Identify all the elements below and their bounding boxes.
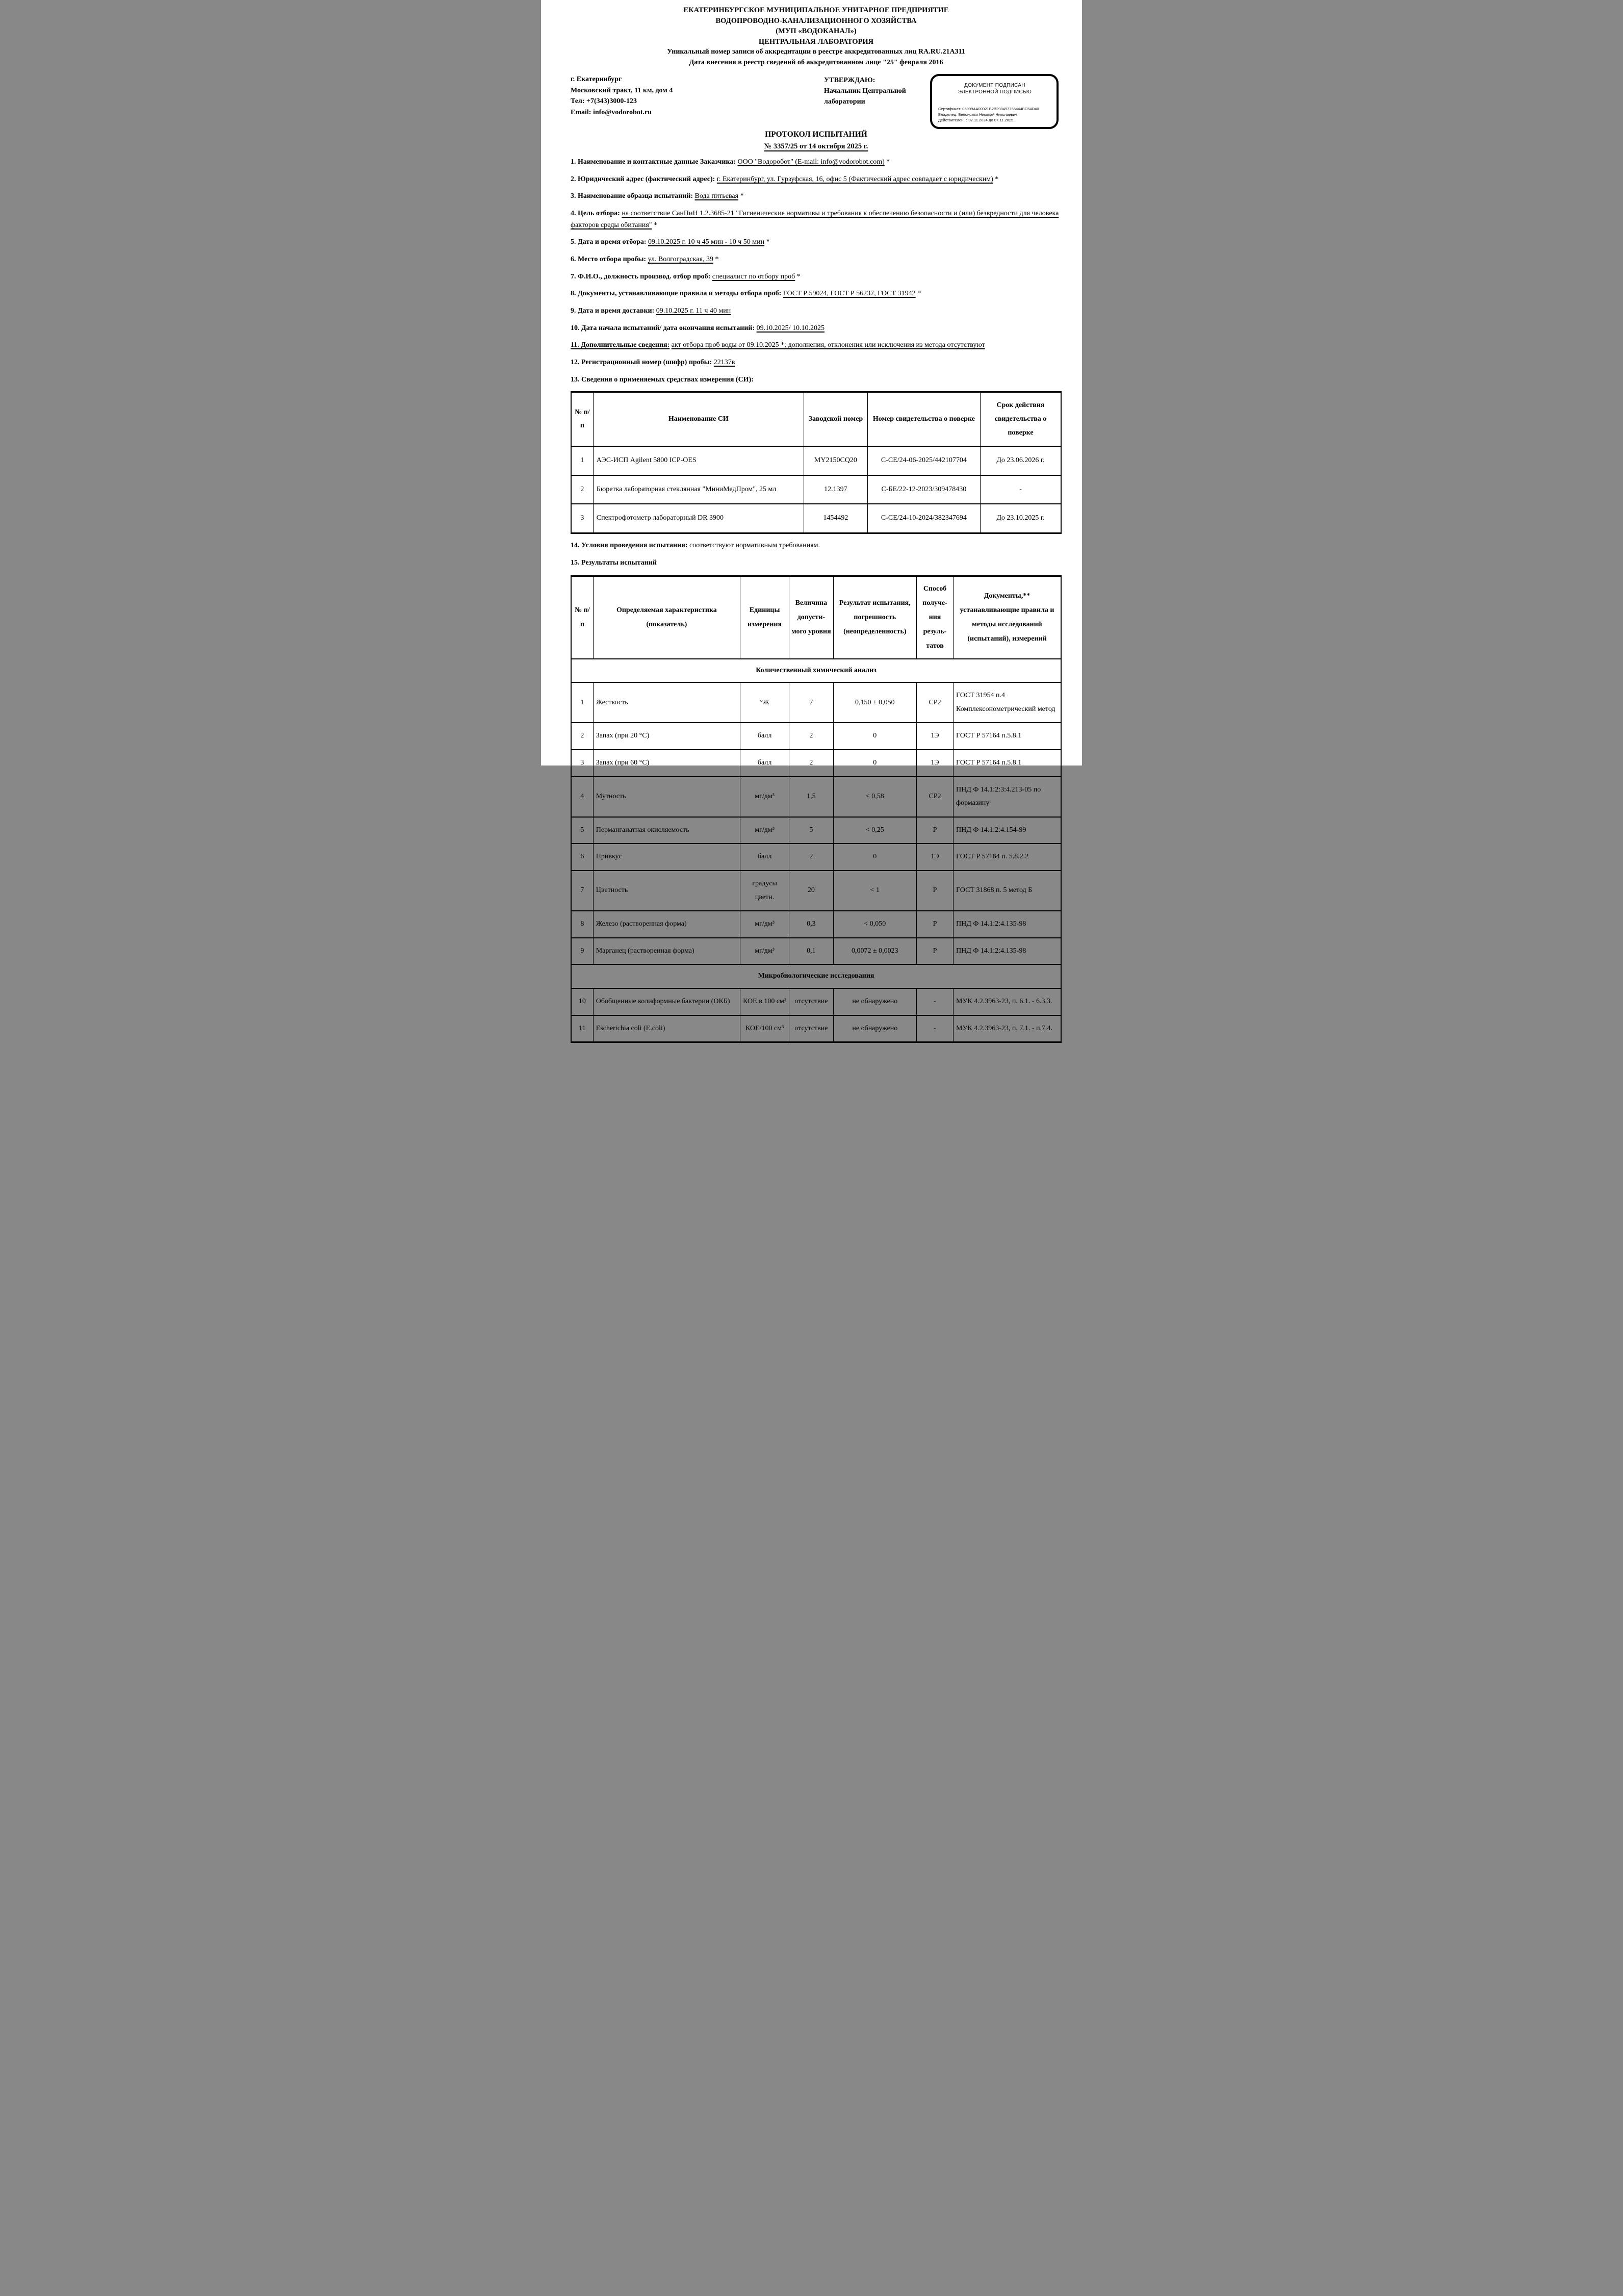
digital-signature-stamp — [930, 74, 1059, 129]
results-cell: не обнаружено — [833, 988, 916, 1015]
item-3-asterisk: * — [738, 192, 744, 200]
contact-address: Московский тракт, 11 км, дом 4 — [571, 86, 673, 94]
si-cell: До 23.10.2025 г. — [980, 504, 1061, 533]
item-15 — [571, 557, 1062, 569]
approval-line-3: лаборатории — [824, 97, 865, 106]
results-cell: Привкус — [593, 844, 740, 871]
accreditation-date-line: Дата внесения в реестр сведений об аккредитованном лице "25" февраля 2016 — [689, 58, 943, 66]
item-11-value: акт отбора проб воды от 09.10.2025 *; дополнения, отклонения или исключения из метода отсутствуют — [671, 341, 985, 349]
item-1-asterisk: * — [884, 158, 890, 166]
item-4-label: 4. Цель отбора: — [571, 209, 620, 217]
stamp-certificate: Сертификат: 05999AA00021B2B298497755444BC54D40 — [938, 106, 1039, 111]
si-table-row — [571, 446, 1061, 475]
si-table-row — [571, 504, 1061, 533]
item-8-asterisk: * — [915, 290, 921, 298]
results-table-row — [571, 938, 1061, 965]
protocol-number-line — [571, 142, 1062, 151]
results-cell: 2 — [789, 723, 833, 750]
item-14-value: соответствуют нормативным требованиям. — [689, 541, 820, 549]
results-cell: 7 — [571, 871, 593, 911]
si-cell: 12.1397 — [804, 475, 867, 504]
item-6-label: 6. Место отбора пробы: — [571, 255, 647, 263]
results-cell: мг/дм³ — [740, 911, 789, 938]
item-3-label: 3. Наименование образца испытаний: — [571, 192, 693, 200]
results-cell: < 0,25 — [833, 817, 916, 844]
org-name-line-2: ВОДОПРОВОДНО-КАНАЛИЗАЦИОННОГО ХОЗЯЙСТВА — [715, 16, 917, 25]
results-cell: 0,150 ± 0,050 — [833, 682, 916, 723]
stamp-owner: Владелец: Белоножко Николай Николаевич — [938, 112, 1017, 117]
item-5-asterisk: * — [764, 238, 770, 246]
item-12-label: 12. Регистрационный номер (шифр) пробы: — [571, 358, 712, 366]
results-cell: 0 — [833, 723, 916, 750]
si-cell: - — [980, 475, 1061, 504]
results-cell: Цветность — [593, 871, 740, 911]
item-6-value: ул. Волгоградская, 39 — [648, 255, 714, 263]
results-table-row — [571, 1015, 1061, 1042]
results-cell: 20 — [789, 871, 833, 911]
results-cell: КОЕ в 100 см³ — [740, 988, 789, 1015]
results-cell: 2 — [789, 750, 833, 777]
results-header-cell-2: Определяемая характеристика (показатель) — [593, 576, 740, 659]
results-cell: 8 — [571, 911, 593, 938]
item-1-value: ООО "Водоробот" (E-mail: info@vodorobot.com) — [737, 158, 885, 166]
item-4-asterisk: * — [652, 221, 657, 229]
si-header-cell-4: Номер свидетельства о поверке — [867, 392, 980, 446]
si-cell: До 23.06.2026 г. — [980, 446, 1061, 475]
results-cell: балл — [740, 723, 789, 750]
results-cell: ГОСТ Р 57164 п.5.8.1 — [954, 723, 1061, 750]
item-2-value: г. Екатеринбург, ул. Гурзуфская, 16, офис 5 (Фактический адрес совпадает с юридическим) — [716, 175, 993, 183]
si-cell: С-СЕ/24-10-2024/382347694 — [867, 504, 980, 533]
item-15-label: 15. Результаты испытаний — [571, 559, 657, 567]
item-11-label: 11. Дополнительные сведения: — [571, 341, 670, 349]
item-6 — [571, 254, 1062, 266]
item-12 — [571, 357, 1062, 369]
item-7 — [571, 271, 1062, 283]
results-cell: КОЕ/100 см³ — [740, 1015, 789, 1042]
results-cell: СР2 — [916, 682, 953, 723]
accreditation-number-line: Уникальный номер записи об аккредитации в реестре аккредитованных лиц RA.RU.21АЗ11 — [667, 48, 965, 56]
item-8 — [571, 288, 1062, 300]
info-row — [571, 74, 1062, 123]
results-header-cell-4: Величина допусти-мого уровня — [789, 576, 833, 659]
results-cell: - — [916, 1015, 953, 1042]
results-table-row — [571, 750, 1061, 777]
item-4 — [571, 208, 1062, 231]
item-3 — [571, 191, 1062, 202]
results-cell: 0 — [833, 844, 916, 871]
results-cell: балл — [740, 750, 789, 777]
results-cell: 5 — [571, 817, 593, 844]
results-cell: МУК 4.2.3963-23, п. 6.1. - 6.3.3. — [954, 988, 1061, 1015]
results-cell: < 0,58 — [833, 777, 916, 817]
results-table-row — [571, 988, 1061, 1015]
results-cell: не обнаружено — [833, 1015, 916, 1042]
results-cell: 0,3 — [789, 911, 833, 938]
item-14-label: 14. Условия проведения испытания: — [571, 541, 688, 549]
item-4-value: на соответствие СанПиН 1.2.3685-21 "Гигиенические нормативы и требования к обеспечению безопасности и (или) безвредности для человека факторов среды обитания" — [571, 209, 1059, 229]
item-7-asterisk: * — [795, 272, 801, 280]
results-section-title: Количественный химический анализ — [571, 659, 1061, 683]
si-cell: 1454492 — [804, 504, 867, 533]
results-cell: МУК 4.2.3963-23, п. 7.1. - п.7.4. — [954, 1015, 1061, 1042]
approval-block — [824, 75, 906, 107]
results-cell: градусы цветн. — [740, 871, 789, 911]
approval-line-2: Начальник Центральной — [824, 87, 906, 95]
protocol-page — [541, 0, 1082, 1032]
si-cell: MY2150CQ20 — [804, 446, 867, 475]
org-name-line-4: ЦЕНТРАЛЬНАЯ ЛАБОРАТОРИЯ — [758, 37, 874, 46]
results-table-header-row — [571, 576, 1061, 659]
results-header-cell-3: Единицы измерения — [740, 576, 789, 659]
results-cell: отсутствие — [789, 988, 833, 1015]
item-7-value: специалист по отбору проб — [712, 272, 795, 280]
results-cell: Запах (при 20 °С) — [593, 723, 740, 750]
test-results-table — [571, 575, 1062, 1043]
results-cell: Escherichia coli (E.coli) — [593, 1015, 740, 1042]
item-8-label: 8. Документы, устанавливающие правила и методы отбора проб: — [571, 290, 782, 298]
results-cell: Р — [916, 817, 953, 844]
item-10-label: 10. Дата начала испытаний/ дата окончания испытаний: — [571, 324, 755, 332]
org-header — [571, 5, 1062, 68]
si-cell: Бюретка лабораторная стеклянная "МиниМедПром", 25 мл — [593, 475, 804, 504]
page-title: ПРОТОКОЛ ИСПЫТАНИЙ — [765, 130, 867, 139]
si-cell: С-БЕ/22-12-2023/309478430 — [867, 475, 980, 504]
item-7-label: 7. Ф.И.О., должность производ. отбор проб: — [571, 272, 711, 280]
si-cell: С-СЕ/24-06-2025/442107704 — [867, 446, 980, 475]
results-cell: 2 — [789, 844, 833, 871]
item-9-label: 9. Дата и время доставки: — [571, 307, 655, 315]
results-cell: ГОСТ 31954 п.4 Комплексонометрический метод — [954, 682, 1061, 723]
measuring-instruments-table — [571, 391, 1062, 534]
item-6-asterisk: * — [713, 255, 719, 263]
item-9 — [571, 305, 1062, 317]
item-5-value: 09.10.2025 г. 10 ч 45 мин - 10 ч 50 мин — [648, 238, 765, 246]
results-table-row — [571, 911, 1061, 938]
item-3-value: Вода питьевая — [694, 192, 739, 200]
protocol-number-text: № 3357/25 от 14 октября 2025 г. — [764, 142, 868, 150]
item-9-value: 09.10.2025 г. 11 ч 40 мин — [656, 307, 731, 315]
stamp-meta — [938, 106, 1051, 123]
results-cell: Обобщенные колиформные бактерии (ОКБ) — [593, 988, 740, 1015]
results-cell: 6 — [571, 844, 593, 871]
si-table-row — [571, 475, 1061, 504]
si-header-cell-3: Заводской номер — [804, 392, 867, 446]
results-cell: ГОСТ Р 57164 п. 5.8.2.2 — [954, 844, 1061, 871]
stamp-title — [938, 82, 1051, 96]
results-cell: 1 — [571, 682, 593, 723]
numbered-items-list — [571, 157, 1062, 386]
results-section-row — [571, 659, 1061, 683]
item-10 — [571, 323, 1062, 335]
results-cell: 4 — [571, 777, 593, 817]
results-table-row — [571, 817, 1061, 844]
item-5-label: 5. Дата и время отбора: — [571, 238, 647, 246]
results-table-row — [571, 871, 1061, 911]
results-cell: мг/дм³ — [740, 817, 789, 844]
item-1 — [571, 157, 1062, 168]
results-cell: °Ж — [740, 682, 789, 723]
contact-city: г. Екатеринбург — [571, 75, 622, 83]
stamp-validity: Действителен: с 07.11.2024 до 07.11.2025 — [938, 117, 1014, 122]
results-header-cell-6: Способ получе-ния резуль-татов — [916, 576, 953, 659]
stamp-title-line-1: ДОКУМЕНТ ПОДПИСАН — [964, 82, 1025, 88]
results-header-cell-5: Результат испытания, погрешность (неопределенность) — [833, 576, 916, 659]
results-cell: 0 — [833, 750, 916, 777]
item-13 — [571, 374, 1062, 386]
stamp-title-line-2: ЭЛЕКТРОННОЙ ПОДПИСЬЮ — [958, 89, 1032, 95]
results-cell: Железо (растворенная форма) — [593, 911, 740, 938]
item-1-label: 1. Наименование и контактные данные Заказчика: — [571, 158, 736, 166]
results-cell: Запах (при 60 °С) — [593, 750, 740, 777]
si-cell: Спектрофотометр лабораторный DR 3900 — [593, 504, 804, 533]
item-10-value: 09.10.2025/ 10.10.2025 — [756, 324, 825, 332]
results-cell: ПНД Ф 14.1:2:4.135-98 — [954, 911, 1061, 938]
contact-phone: Тел: +7(343)3000-123 — [571, 97, 637, 106]
item-14 — [571, 540, 1062, 551]
item-8-value: ГОСТ Р 59024, ГОСТ Р 56237, ГОСТ 31942 — [783, 290, 916, 298]
results-cell: 1,5 — [789, 777, 833, 817]
results-cell: СР2 — [916, 777, 953, 817]
results-cell: Жесткость — [593, 682, 740, 723]
results-cell: ПНД Ф 14.1:2:3:4.213-05 по формазину — [954, 777, 1061, 817]
si-cell: 2 — [571, 475, 593, 504]
contact-email: Email: info@vodorobot.ru — [571, 108, 652, 116]
results-header-cell-7: Документы,** устанавливающие правила и методы исследований (испытаний), измерений — [954, 576, 1061, 659]
results-cell: 10 — [571, 988, 593, 1015]
results-section-title: Микробиологические исследования — [571, 964, 1061, 988]
item-2 — [571, 174, 1062, 186]
results-cell: 1Э — [916, 723, 953, 750]
results-header-cell-1: № п/п — [571, 576, 593, 659]
results-cell: ГОСТ 31868 п. 5 метод Б — [954, 871, 1061, 911]
results-cell: Р — [916, 938, 953, 965]
results-cell: 1Э — [916, 750, 953, 777]
si-cell: 1 — [571, 446, 593, 475]
item-5 — [571, 237, 1062, 248]
results-cell: Мутность — [593, 777, 740, 817]
results-cell: ПНД Ф 14.1:2:4.154-99 — [954, 817, 1061, 844]
results-cell: 1Э — [916, 844, 953, 871]
results-section-row — [571, 964, 1061, 988]
org-name-line-1: ЕКАТЕРИНБУРГСКОЕ МУНИЦИПАЛЬНОЕ УНИТАРНОЕ ПРЕДПРИЯТИЕ — [683, 6, 949, 14]
item-13-label: 13. Сведения о применяемых средствах измерения (СИ): — [571, 375, 754, 384]
results-cell: мг/дм³ — [740, 777, 789, 817]
results-table-row — [571, 682, 1061, 723]
si-cell: АЭС-ИСП Agilent 5800 ICP-OES — [593, 446, 804, 475]
results-cell: мг/дм³ — [740, 938, 789, 965]
si-header-cell-2: Наименование СИ — [593, 392, 804, 446]
results-cell: ПНД Ф 14.1:2:4.135-98 — [954, 938, 1061, 965]
org-name-line-3: (МУП «ВОДОКАНАЛ») — [776, 27, 857, 36]
results-cell: 7 — [789, 682, 833, 723]
results-table-row — [571, 723, 1061, 750]
results-cell: Перманганатная окисляемость — [593, 817, 740, 844]
results-cell: отсутствие — [789, 1015, 833, 1042]
results-cell: 0,1 — [789, 938, 833, 965]
item-2-label: 2. Юридический адрес (фактический адрес): — [571, 175, 715, 183]
results-cell: балл — [740, 844, 789, 871]
results-cell: 3 — [571, 750, 593, 777]
results-cell: < 1 — [833, 871, 916, 911]
si-header-cell-1: № п/п — [571, 392, 593, 446]
results-cell: < 0,050 — [833, 911, 916, 938]
item-2-asterisk: * — [993, 175, 999, 183]
results-cell: 0,0072 ± 0,0023 — [833, 938, 916, 965]
item-12-value: 22137в — [713, 358, 735, 366]
results-cell: - — [916, 988, 953, 1015]
results-cell: 2 — [571, 723, 593, 750]
results-cell: Р — [916, 871, 953, 911]
results-cell: Р — [916, 911, 953, 938]
results-cell: 11 — [571, 1015, 593, 1042]
results-cell: Марганец (растворенная форма) — [593, 938, 740, 965]
results-cell: ГОСТ Р 57164 п.5.8.1 — [954, 750, 1061, 777]
results-table-row — [571, 844, 1061, 871]
si-cell: 3 — [571, 504, 593, 533]
results-cell: 5 — [789, 817, 833, 844]
approval-line-1: УТВЕРЖДАЮ: — [824, 76, 875, 84]
si-header-cell-5: Срок действия свидетельства о поверке — [980, 392, 1061, 446]
results-table-row — [571, 777, 1061, 817]
results-cell: 9 — [571, 938, 593, 965]
item-11 — [571, 340, 1062, 351]
si-table-header-row — [571, 392, 1061, 446]
